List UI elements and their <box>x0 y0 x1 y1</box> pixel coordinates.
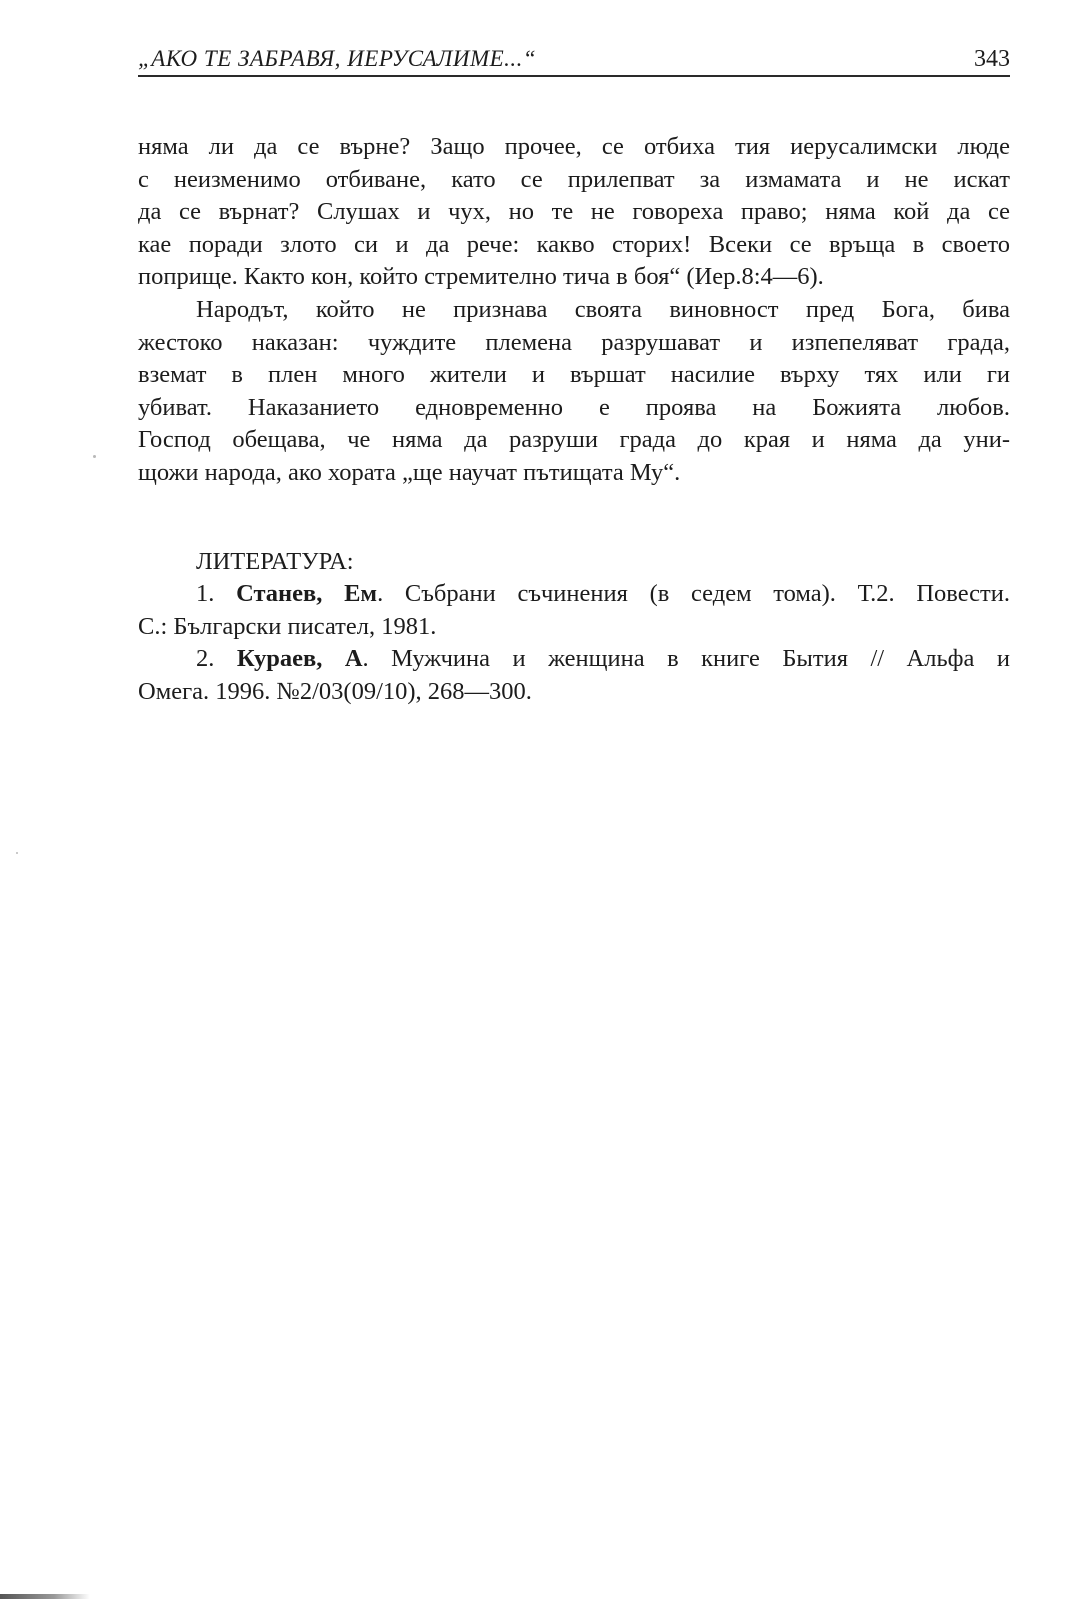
reference-1-line-1 <box>138 578 1010 611</box>
reference-title: . Събрани съчинения (в седем тома). Т.2. Повести. <box>377 580 1010 608</box>
text-line: няма ли да се върне? Защо прочее, се отбиха тия иерусалимски люде <box>138 133 1010 160</box>
text-line: с неизменимо отбиване, като се прилепват за измамата и не искат <box>138 165 1010 193</box>
reference-2-line-2: Омега. 1996. №2/03(09/10), 268—300. <box>138 677 532 705</box>
text-line: щожи народа, ако хората „ще научат пътищата Му“. <box>138 458 681 486</box>
paragraph-continuation <box>138 131 1010 294</box>
paragraph-nation <box>138 294 1010 490</box>
reference-1-line-2: С.: Български писател, 1981. <box>138 612 437 640</box>
reference-author: Станев, Ем <box>236 580 378 608</box>
scan-edge-shadow <box>0 1594 90 1599</box>
paper-speck <box>16 852 18 854</box>
body-text <box>138 131 1010 709</box>
text-line: убиват. Наказанието едновременно е проява на Божията любов. <box>138 393 1010 421</box>
paper-speck <box>93 455 96 458</box>
reference-title: . Мужчина и женщина в книге Бытия // Альфа и <box>362 645 1010 673</box>
text-line: вземат в плен много жители и вършат насилие върху тях или ги <box>138 361 1010 389</box>
page-number: 343 <box>974 46 1010 72</box>
text-line: Народът, който не признава своята виновност пред Бога, бива <box>196 295 1010 323</box>
reference-2-line-1 <box>138 643 1010 676</box>
text-line: да се върнат? Слушах и чух, но те не говореха право; няма кой да се <box>138 198 1010 226</box>
header-rule <box>138 75 1010 77</box>
running-header <box>138 40 1010 78</box>
section-gap <box>138 490 1010 546</box>
literature-section <box>138 546 1010 709</box>
reference-author: Кураев, А <box>236 645 363 673</box>
reference-number: 2. <box>196 645 237 673</box>
running-title: „АКО ТЕ ЗАБРАВЯ, ИЕРУСАЛИМЕ...“ <box>138 46 537 71</box>
reference-number: 1. <box>196 580 237 608</box>
literature-heading: ЛИТЕРАТУРА: <box>196 547 354 575</box>
text-line: Господ обещава, че няма да разруши града до края и няма да уни- <box>138 426 1010 454</box>
text-line: поприще. Както кон, който стремително тича в боя“ (Иер.8:4—6). <box>138 263 824 291</box>
text-line: жестоко наказан: чуждите племена разрушават и изпепеляват града, <box>138 328 1010 356</box>
text-line: кае поради злото си и да рече: какво сторих! Всеки се връща в своето <box>138 230 1010 258</box>
